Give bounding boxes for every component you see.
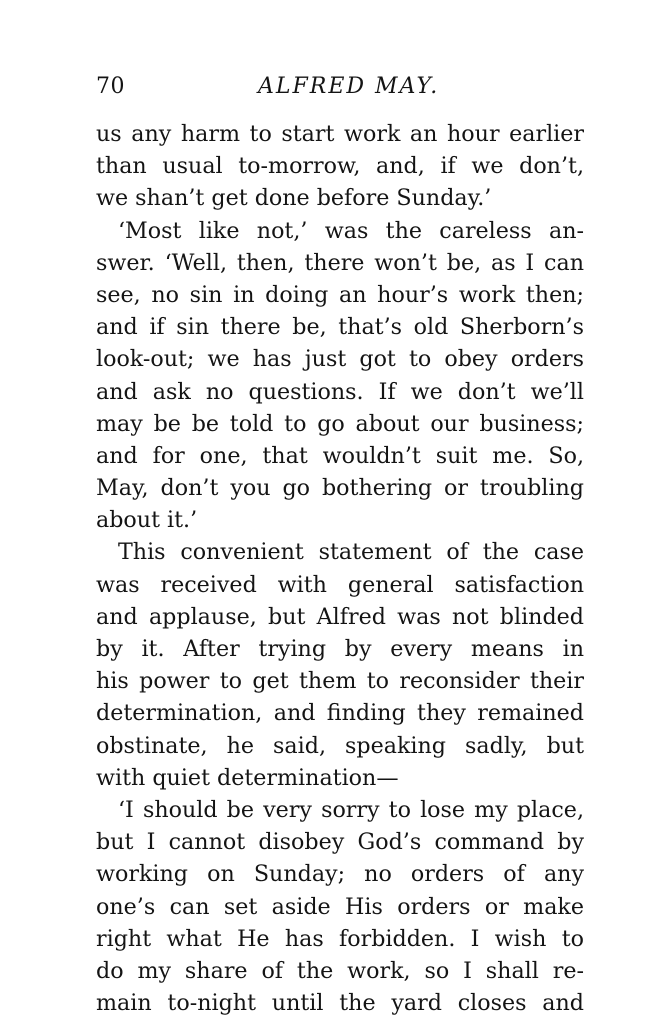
text-line: working on Sunday; no orders of any	[96, 861, 584, 888]
text-line: we shan’t get done before Sunday.’	[96, 185, 492, 212]
text-line: look-out; we has just got to obey orders	[96, 346, 584, 373]
page-number: 70	[96, 74, 125, 99]
text-line: one’s can set aside His orders or make	[96, 893, 584, 920]
text-line: do my share of the work, so I shall re-	[96, 957, 584, 984]
text-line: by it. After trying by every means in	[96, 636, 584, 662]
text-line: and ask no questions. If we don’t we’ll	[96, 378, 584, 405]
page-header	[96, 74, 586, 104]
text-line: see, no sin in doing an hour’s work then;	[96, 281, 584, 308]
text-line: ‘I should be very sorry to lose my place,	[118, 796, 584, 823]
text-line: determination, and finding they remained	[96, 700, 584, 727]
text-line: This convenient statement of the case	[118, 539, 584, 566]
text-line: and if sin there be, that’s old Sherborn’s	[96, 314, 584, 341]
text-line: swer. ‘Well, then, there won’t be, as I can	[96, 249, 584, 276]
text-line: ‘Most like not,’ was the careless an-	[118, 217, 584, 244]
text-line: his power to get them to reconsider their	[96, 668, 584, 695]
text-line: obstinate, he said, speaking sadly, but	[96, 732, 584, 759]
body-text	[96, 118, 584, 1019]
text-line: and applause, but Alfred was not blinded	[96, 603, 584, 630]
text-line: about it.’	[96, 507, 198, 534]
text-line: was received with general satisfaction	[96, 571, 584, 598]
text-line: and for one, that wouldn’t suit me. So,	[96, 442, 584, 469]
text-line: right what He has forbidden. I wish to	[96, 925, 584, 952]
text-line: main to-night until the yard closes and	[96, 990, 584, 1017]
running-title: ALFRED MAY.	[258, 74, 440, 99]
text-line: us any harm to start work an hour earlier	[96, 121, 584, 147]
text-line: than usual to-morrow, and, if we don’t,	[96, 153, 584, 180]
text-line: with quiet determination—	[96, 764, 399, 791]
text-line: may be be told to go about our business;	[96, 410, 584, 437]
text-line: May, don’t you go bothering or troubling	[96, 475, 584, 502]
text-line: but I cannot disobey God’s command by	[96, 829, 584, 856]
